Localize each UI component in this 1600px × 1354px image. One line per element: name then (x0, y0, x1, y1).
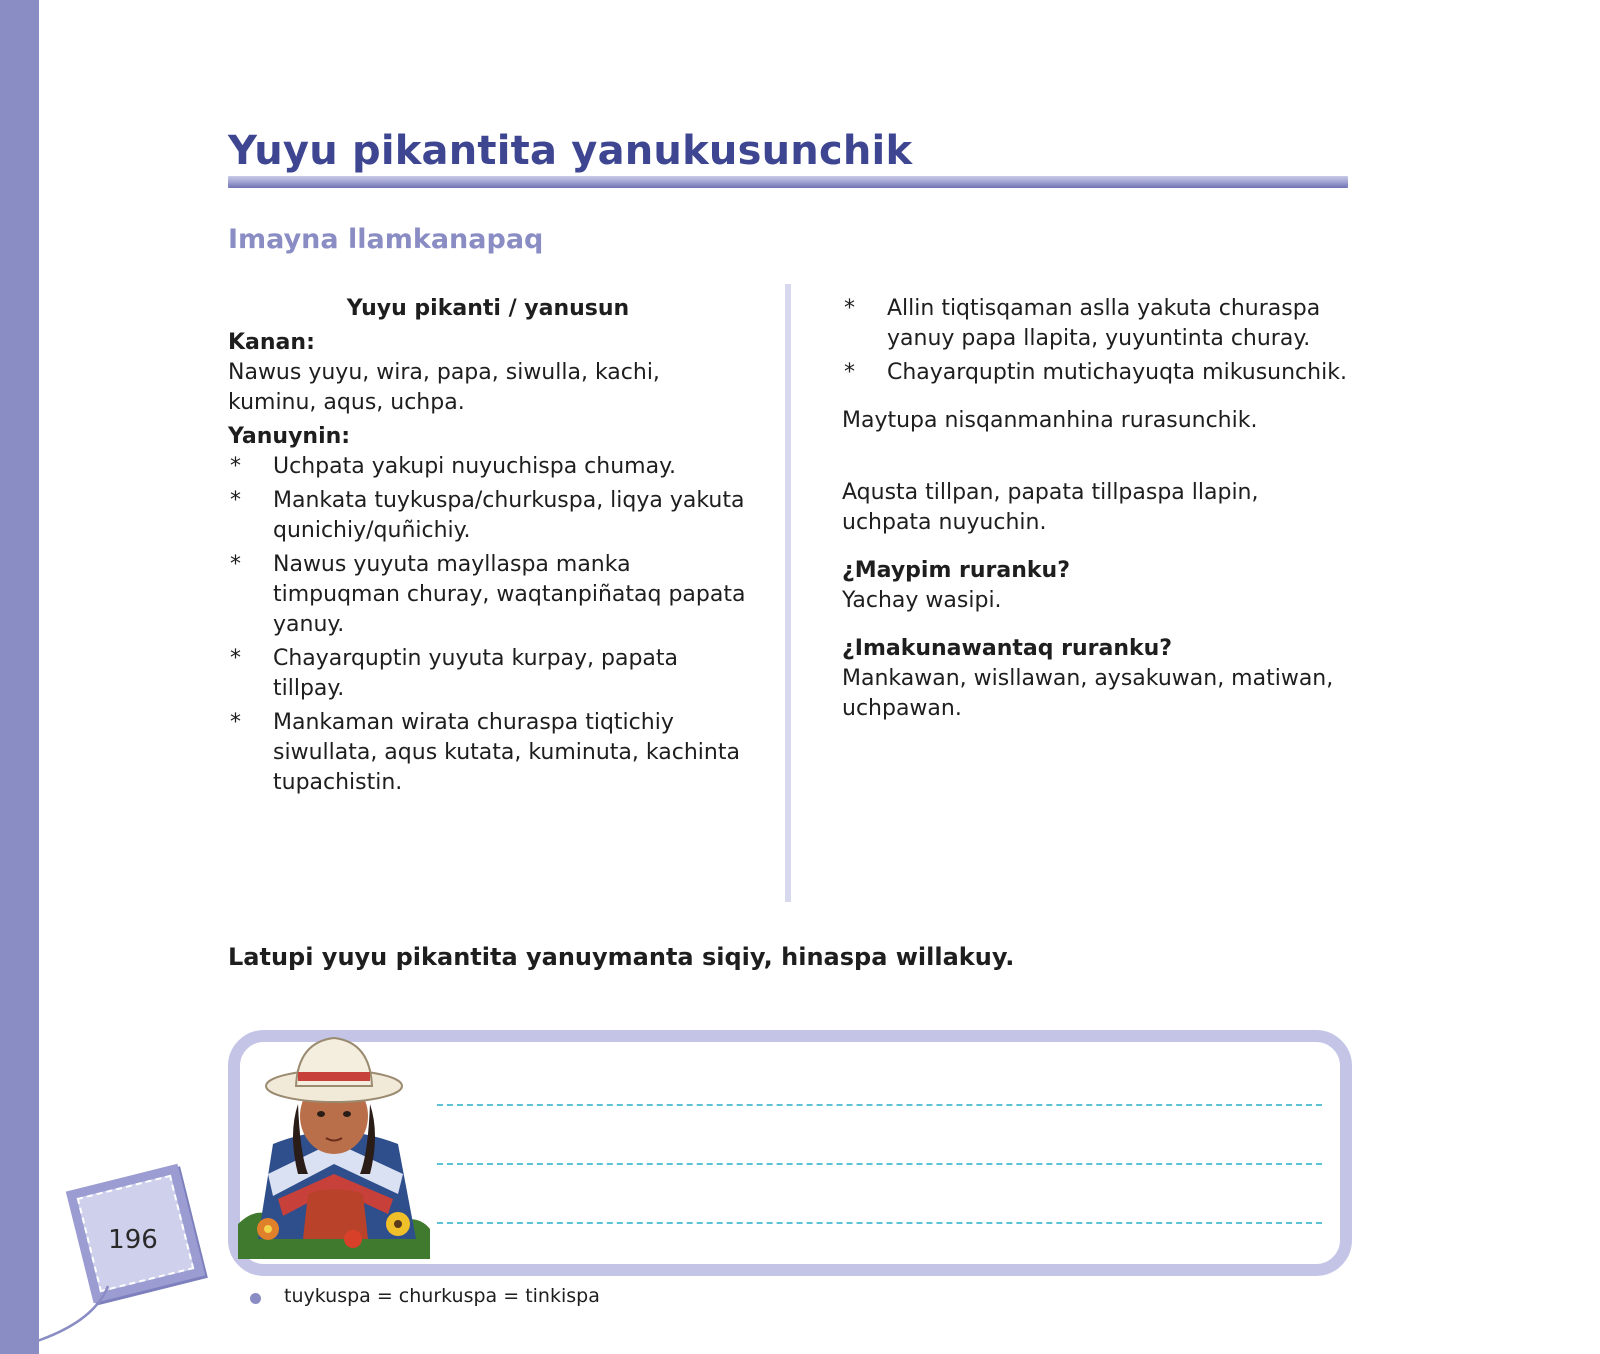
step-text: Chayarquptin mutichayuqta mikusunchik. (887, 360, 1347, 385)
steps-list-left (228, 452, 748, 798)
writing-line[interactable] (437, 1104, 1322, 1106)
ingredients-label: Kanan: (228, 330, 315, 355)
list-item (228, 708, 748, 798)
answer-where: Yachay wasipi. (842, 588, 1002, 613)
footnote-text: tuykuspa = churkuspa = tinkispa (284, 1285, 600, 1307)
asterisk-bullet-icon: * (230, 488, 241, 513)
asterisk-bullet-icon: * (844, 296, 855, 321)
asterisk-bullet-icon: * (230, 646, 241, 671)
section-subtitle: Imayna llamkanapaq (228, 224, 544, 255)
asterisk-bullet-icon: * (230, 552, 241, 577)
step-text: Nawus yuyuta mayllaspa manka timpuqman churay, waqtanpiñataq papata yanuy. (273, 552, 746, 637)
writing-line[interactable] (437, 1163, 1322, 1165)
list-item (228, 486, 748, 546)
list-item (228, 550, 748, 640)
asterisk-bullet-icon: * (230, 454, 241, 479)
drawing-instruction: Latupi yuyu pikantita yanuymanta siqiy, hinaspa willakuy. (228, 943, 1015, 971)
steps-label: Yanuynin: (228, 424, 351, 449)
list-item (842, 294, 1352, 354)
recipe-heading: Yuyu pikanti / yanusun (346, 296, 630, 321)
right-column (842, 294, 1352, 728)
question-where: ¿Maypim ruranku? (842, 558, 1070, 583)
page-title: Yuyu pikantita yanukusunchik (228, 128, 913, 174)
side-color-band (0, 0, 39, 1354)
answer-with-what: Mankawan, wisllawan, aysakuwan, matiwan, uchpawan. (842, 666, 1334, 721)
writing-line[interactable] (437, 1222, 1322, 1224)
step-text: Mankaman wirata churaspa tiqtichiy siwullata, aqus kutata, kuminuta, kachinta tupachistin. (273, 710, 740, 795)
note-text: Aqusta tillpan, papata tillpaspa llapin, uchpata nuyuchin. (842, 480, 1259, 535)
step-text: Chayarquptin yuyuta kurpay, papata tillpay. (273, 646, 679, 701)
list-item (228, 644, 748, 704)
page-number: 196 (108, 1225, 158, 1255)
tag-string-decoration (0, 1280, 120, 1354)
list-item (228, 452, 748, 482)
asterisk-bullet-icon: * (230, 710, 241, 735)
girl-with-hat-illustration (238, 1024, 430, 1259)
ingredients-text: Nawus yuyu, wira, papa, siwulla, kachi, kuminu, aqus, uchpa. (228, 360, 660, 415)
bullet-dot-icon (250, 1293, 261, 1304)
step-text: Allin tiqtisqaman aslla yakuta churaspa yanuy papa llapita, yuyuntinta churay. (887, 296, 1321, 351)
steps-list-right (842, 294, 1352, 388)
note-text: Maytupa nisqanmanhina rurasunchik. (842, 408, 1258, 433)
left-column (228, 294, 748, 802)
asterisk-bullet-icon: * (844, 360, 855, 385)
column-divider (785, 284, 791, 902)
step-text: Mankata tuykuspa/churkuspa, liqya yakuta qunichiy/quñichiy. (273, 488, 745, 543)
step-text: Uchpata yakupi nuyuchispa chumay. (273, 454, 676, 479)
list-item (842, 358, 1352, 388)
title-underline (228, 176, 1348, 188)
question-with-what: ¿Imakunawantaq ruranku? (842, 636, 1173, 661)
